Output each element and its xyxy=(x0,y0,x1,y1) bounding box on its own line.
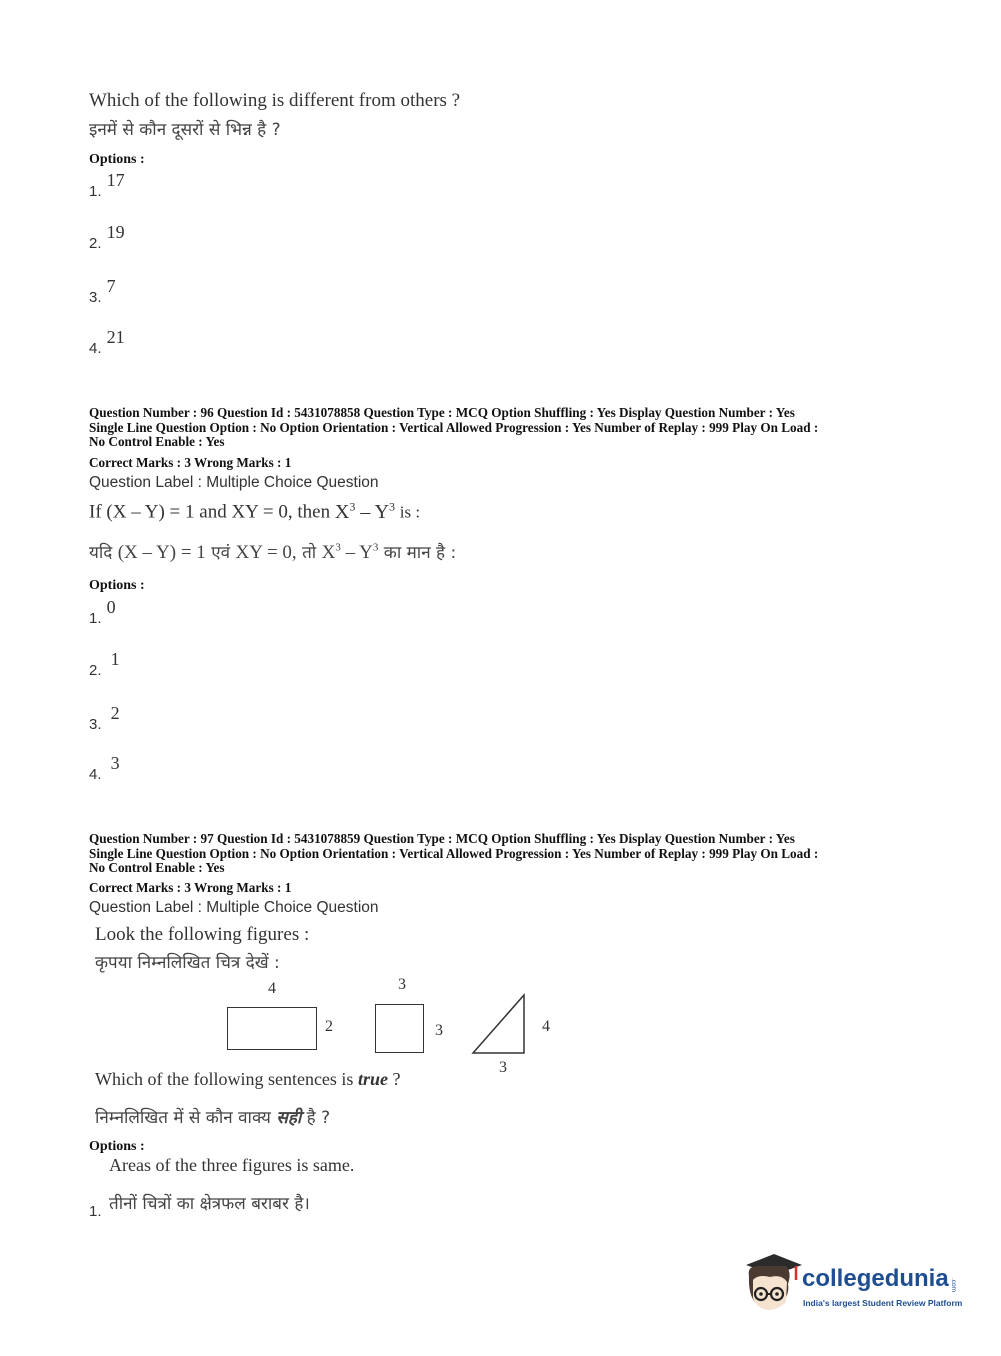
q95-text-en: Which of the following is different from others ? xyxy=(89,90,461,111)
q97-look-hi: कृपया निम्नलिखित चित्र देखें : xyxy=(95,953,280,973)
q97-text-en-suffix: ? xyxy=(392,1069,401,1089)
logo-tagline: India's largest Student Review Platform xyxy=(803,1298,963,1308)
q97-look-en: Look the following figures : xyxy=(95,924,310,945)
q96-expr-exp-1: 3 xyxy=(349,499,356,513)
q97-question-label: Question Label : Multiple Choice Question xyxy=(89,899,379,916)
square-side-label: 3 xyxy=(435,1022,443,1039)
triangle-bottom-label: 3 xyxy=(499,1059,507,1076)
q96-hi-expr-exp-2: 3 xyxy=(372,541,379,554)
q97-meta-line-1: Question Number : 97 Question Id : 5431078859 Question Type : MCQ Option Shuffling : Yes Display Question Number : Yes xyxy=(89,831,795,846)
q96-hi-expr-x: X xyxy=(321,542,336,563)
q95-option-2[interactable] xyxy=(89,222,125,252)
q96-hi-suffix: का मान है : xyxy=(383,543,457,563)
q97-text-hi-bold: सही xyxy=(276,1108,302,1128)
q97-meta-line-2: Single Line Question Option : No Option Orientation : Vertical Allowed Progression : Yes Number of Replay : 999 Play On Load : xyxy=(89,845,819,861)
q96-meta xyxy=(89,406,818,450)
q97-text-en-emphasis: true xyxy=(357,1069,388,1089)
q96-marks: Correct Marks : 3 Wrong Marks : 1 xyxy=(89,455,292,470)
q96-hi-expression xyxy=(322,542,379,563)
q96-meta-line-3: No Control Enable : Yes xyxy=(89,434,225,449)
option-number: 1. xyxy=(89,183,102,200)
q97-meta xyxy=(89,832,818,876)
q96-hi-then: तो xyxy=(302,543,317,563)
triangle-shape xyxy=(470,992,530,1056)
q97-option-1-hi: तीनों चित्रों का क्षेत्रफल बराबर है। xyxy=(109,1194,310,1214)
option-number: 4. xyxy=(89,340,102,357)
q97-option-1-en: Areas of the three figures is same. xyxy=(109,1155,355,1175)
rectangle-side-label: 2 xyxy=(325,1018,333,1035)
option-number: 1. xyxy=(89,1203,102,1220)
q96-text-en-suffix: is : xyxy=(399,502,421,522)
q95-option-3[interactable] xyxy=(89,276,116,306)
square-shape xyxy=(375,1004,424,1053)
option-number: 4. xyxy=(89,766,102,783)
q96-meta-line-1: Question Number : 96 Question Id : 5431078858 Question Type : MCQ Option Shuffling : Yes Display Question Number : Yes xyxy=(89,405,795,420)
option-value: 7 xyxy=(106,276,116,296)
option-value: 21 xyxy=(106,327,125,347)
q96-options-label: Options : xyxy=(89,578,145,593)
q95-option-4[interactable] xyxy=(89,327,125,357)
option-value: 0 xyxy=(106,597,116,617)
q96-option-4[interactable] xyxy=(89,753,120,783)
q97-option-1[interactable] xyxy=(89,1155,449,1225)
q97-text-hi-prefix: निम्नलिखित में से कौन वाक्य xyxy=(95,1108,271,1128)
q95-option-1[interactable] xyxy=(89,170,125,200)
q96-expr-x: X xyxy=(334,500,350,523)
logo-suffix: .com xyxy=(950,1278,957,1293)
q96-expression xyxy=(335,501,395,523)
mascot-icon xyxy=(740,1250,802,1316)
q96-text-en xyxy=(89,499,420,524)
q95-options-label: Options : xyxy=(89,152,145,167)
option-value: 3 xyxy=(110,753,120,773)
q96-expr-y: – Y xyxy=(355,500,390,523)
option-value: 19 xyxy=(106,222,125,242)
option-value: 2 xyxy=(110,703,120,723)
q96-hi-prefix: यदि xyxy=(89,543,113,563)
q96-hi-cond: (X – Y) = 1 xyxy=(117,542,206,563)
q96-meta-line-2: Single Line Question Option : No Option Orientation : Vertical Allowed Progression : Yes Number of Replay : 999 Play On Load : xyxy=(89,419,819,435)
q96-text-en-prefix: If (X – Y) = 1 and XY = 0, then xyxy=(89,501,331,523)
square-top-label: 3 xyxy=(398,976,406,993)
q96-hi-expr-exp-1: 3 xyxy=(335,541,341,554)
option-number: 3. xyxy=(89,289,102,306)
q96-hi-and: एवं xyxy=(211,543,231,563)
rectangle-shape xyxy=(227,1007,317,1050)
q96-option-2[interactable] xyxy=(89,649,120,679)
q97-figures xyxy=(222,975,562,1080)
q97-text-hi xyxy=(95,1105,330,1128)
q96-option-1[interactable] xyxy=(89,597,116,627)
q97-text-en-prefix: Which of the following sentences is xyxy=(95,1069,354,1089)
option-number: 1. xyxy=(89,610,102,627)
q96-hi-cond2: XY = 0, xyxy=(235,542,297,563)
triangle-side-label: 4 xyxy=(542,1018,550,1035)
q97-text-hi-suffix: है ? xyxy=(306,1108,331,1128)
option-value: 17 xyxy=(106,170,125,190)
q96-text-hi xyxy=(89,540,456,564)
option-number: 3. xyxy=(89,716,102,733)
q96-option-3[interactable] xyxy=(89,703,120,733)
q95-text-hi: इनमें से कौन दूसरों से भिन्न है ? xyxy=(89,120,281,140)
q96-expr-exp-2: 3 xyxy=(389,499,396,513)
q96-hi-expr-y: – Y xyxy=(340,542,373,563)
logo-name: collegedunia xyxy=(802,1265,949,1292)
q97-marks: Correct Marks : 3 Wrong Marks : 1 xyxy=(89,880,292,895)
q97-meta-line-3: No Control Enable : Yes xyxy=(89,860,225,875)
option-number: 2. xyxy=(89,662,102,679)
q96-question-label: Question Label : Multiple Choice Question xyxy=(89,474,379,491)
rectangle-top-label: 4 xyxy=(268,980,276,997)
option-number: 2. xyxy=(89,235,102,252)
collegedunia-logo xyxy=(738,1248,970,1323)
q97-text-en xyxy=(95,1069,400,1090)
option-value: 1 xyxy=(110,649,120,669)
q97-options-label: Options : xyxy=(89,1139,145,1154)
